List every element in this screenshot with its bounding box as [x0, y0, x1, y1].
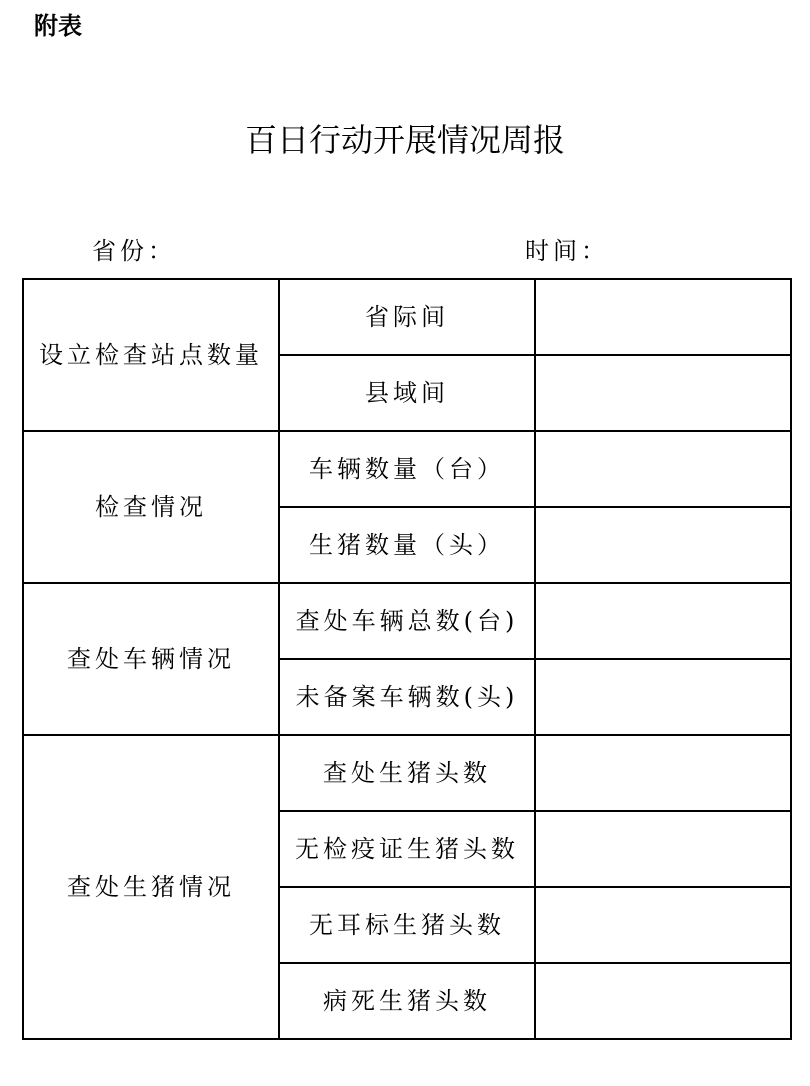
table-row — [23, 431, 791, 507]
value-cell[interactable] — [535, 887, 791, 963]
value-cell[interactable] — [535, 431, 791, 507]
value-cell[interactable] — [535, 583, 791, 659]
time-label: 时间： — [525, 237, 609, 265]
table-row — [23, 583, 791, 659]
value-cell[interactable] — [535, 279, 791, 355]
province-label: 省份： — [92, 237, 176, 265]
item-cell: 未备案车辆数(头) — [279, 659, 535, 735]
item-cell: 查处车辆总数(台) — [279, 583, 535, 659]
item-cell: 县域间 — [279, 355, 535, 431]
category-cell-vehicles: 查处车辆情况 — [23, 583, 279, 735]
page-title: 百日行动开展情况周报 — [244, 121, 565, 159]
item-cell: 无检疫证生猪头数 — [279, 811, 535, 887]
table-row — [23, 735, 791, 811]
weekly-report-table — [22, 278, 792, 1040]
item-cell: 病死生猪头数 — [279, 963, 535, 1039]
value-cell[interactable] — [535, 507, 791, 583]
category-cell-pigs: 查处生猪情况 — [23, 735, 279, 1039]
value-cell[interactable] — [535, 659, 791, 735]
value-cell[interactable] — [535, 811, 791, 887]
category-cell-inspection: 检查情况 — [23, 431, 279, 583]
value-cell[interactable] — [535, 735, 791, 811]
item-cell: 无耳标生猪头数 — [279, 887, 535, 963]
item-cell: 查处生猪头数 — [279, 735, 535, 811]
category-cell-checkpoints: 设立检查站点数量 — [23, 279, 279, 431]
table-row — [23, 279, 791, 355]
appendix-label: 附表 — [34, 12, 82, 40]
item-cell: 车辆数量（台） — [279, 431, 535, 507]
value-cell[interactable] — [535, 355, 791, 431]
item-cell: 省际间 — [279, 279, 535, 355]
item-cell: 生猪数量（头） — [279, 507, 535, 583]
value-cell[interactable] — [535, 963, 791, 1039]
